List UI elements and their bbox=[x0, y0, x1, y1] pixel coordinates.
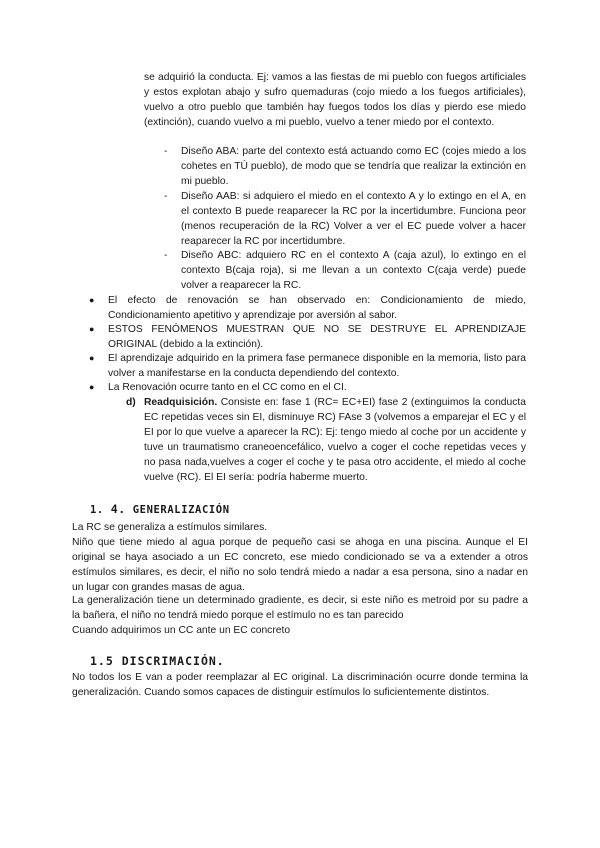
generalizacion-p2: Niño que tiene miedo al agua porque de pequeño casi se ahoga en una piscina. Aunque el EI original se haya asociado a un EC concreto, ese miedo condicionado se va a extender a otros estímulos similares, es decir, el niño no solo tendrá miedo a nadar a esa persona, sino a nadar en un lugar con grandes masas de agua. bbox=[72, 537, 528, 593]
section-heading-generalizacion bbox=[90, 502, 230, 518]
bullet-dot: ● bbox=[89, 295, 95, 305]
intro-paragraph: se adquirió la conducta. Ej: vamos a las fiestas de mi pueblo con fuegos artificiales y estos explotan abajo y sufro quemaduras (cojo miedo a los fuegos artificiales), vuelvo a otro pueblo que también hay fuegos todos los días y pierdo ese miedo (extinción), cuando vuelvo a mi pueblo, vuelvo a tener miedo por el contexto. bbox=[144, 72, 526, 128]
heading-number: 1.5 bbox=[90, 654, 114, 668]
list-dash: - bbox=[164, 191, 168, 202]
design-aab-item: Diseño AAB: si adquiero el miedo en el contexto A y lo extingo en el A, en el contexto B puede reaparecer la RC por la incertidumbre. Funciona peor (menos recuperación de la RC) Volver a ver el EC puede volver a hacer reaparecer la RC por incertidumbre. bbox=[181, 191, 526, 247]
heading-number: 1. bbox=[90, 504, 104, 516]
heading-subnumber: 4. bbox=[110, 502, 126, 516]
discriminacion-paragraph: No todos los E van a poder reemplazar al EC original. La discriminación ocurre donde termina la generalización. Cuando somos capaces de distinguir estímulos lo suficientemente distintos. bbox=[72, 672, 528, 698]
readquisicion-marker: d) bbox=[126, 397, 136, 408]
heading-title: GENERALIZACIÓN bbox=[132, 504, 230, 516]
design-aba-item: Diseño ABA: parte del contexto está actuando como EC (cojes miedo a los cohetes en TÚ pueblo), de modo que se tendría que realizar la extinción en mi pueblo. bbox=[181, 146, 526, 187]
bullet-fenomenos: ESTOS FENÓMENOS MUESTRAN QUE NO SE DESTRUYE EL APRENDIZAJE ORIGINAL (debido a la extinción). bbox=[108, 324, 526, 350]
list-dash: - bbox=[164, 250, 168, 261]
readquisicion-title: Readquisición. bbox=[144, 397, 218, 408]
bullet-aprendizaje: El aprendizaje adquirido en la primera fase permanece disponible en la memoria, listo para volver a manifestarse en la conducta dependiendo del contexto. bbox=[108, 353, 526, 379]
list-dash: - bbox=[164, 146, 168, 157]
bullet-renovacion-cc: La Renovación ocurre tanto en el CC como en el CI. bbox=[108, 382, 347, 393]
section-heading-discriminacion bbox=[90, 654, 225, 669]
bullet-dot: ● bbox=[89, 382, 95, 392]
generalizacion-p4: Cuando adquirimos un CC ante un EC concreto bbox=[72, 625, 291, 636]
bullet-dot: ● bbox=[89, 324, 95, 334]
generalizacion-p3: La generalización tiene un determinado gradiente, es decir, si este niño es metroid por su padre a la bañera, el niño no tendrá miedo porque el estímulo no es tan parecido bbox=[72, 595, 528, 621]
design-abc-item: Diseño ABC: adquiero RC en el contexto A (caja azul), lo extingo en el contexto B(caja roja), si me llevan a un contexto C(caja verde) puede volver a reaparecer la RC. bbox=[181, 250, 526, 291]
heading-title: DISCRIMACIÓN. bbox=[121, 654, 225, 668]
bullet-renovacion-efecto: El efecto de renovación se han observado en: Condicionamiento de miedo, Condicionamiento apetitivo y aprendizaje por aversión al sabor. bbox=[108, 295, 526, 321]
readquisicion-text: Consiste en: fase 1 (RC= EC+EI) fase 2 (extinguimos la conducta EC repetidas veces sin EI, disminuye RC) FAse 3 (volvemos a emparejar el EC y el EI por lo que vuelve a aparecer la RC): Ej: tengo miedo al coche por un accidente y tuve un traumatismo craneoencefálico, vuelvo a coger el coche repetidas veces y no pasa nada,vuelves a coger el coche y te pasa otro accidente, el miedo al coche vuelve (RC). El EI sería: podría haberme muerto. bbox=[144, 397, 526, 483]
bullet-dot: ● bbox=[89, 353, 95, 363]
generalizacion-p1: La RC se generaliza a estímulos similares. bbox=[72, 522, 268, 533]
readquisicion-paragraph bbox=[144, 395, 526, 485]
